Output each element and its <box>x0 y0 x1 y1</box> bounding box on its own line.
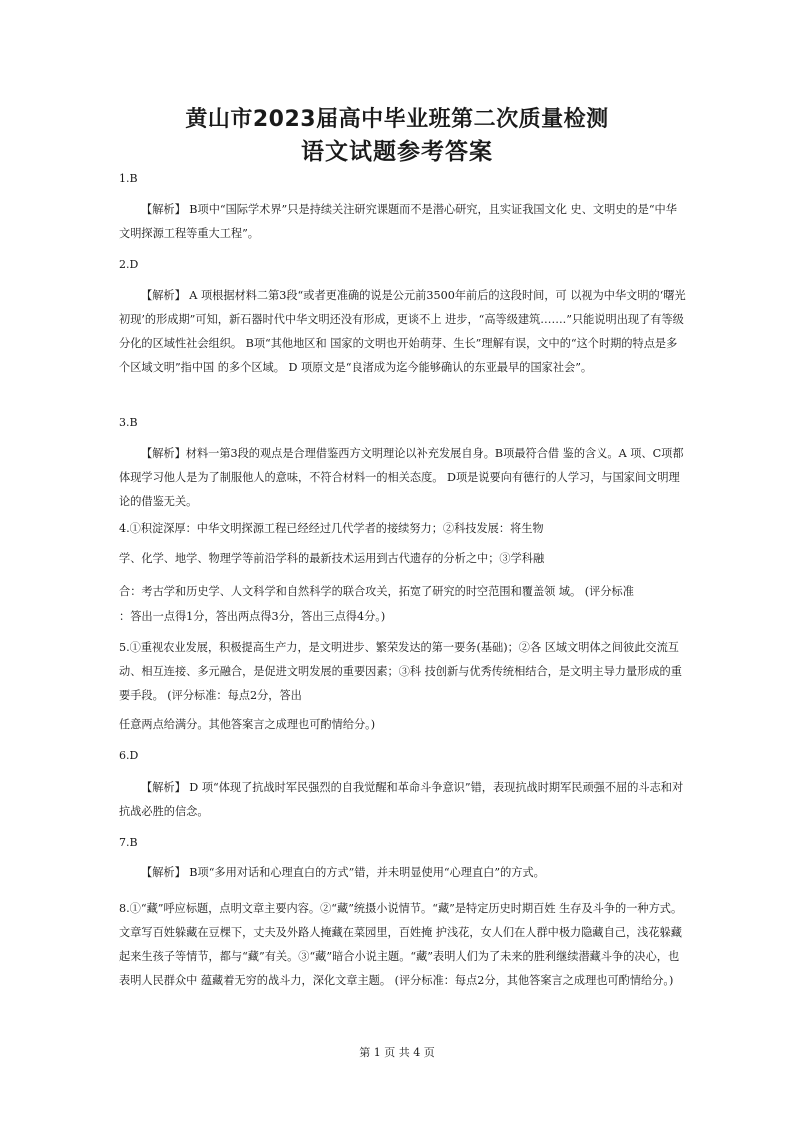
q5-answer: 5.①重视农业发展，积极提高生产力，是文明进步、繁荣发达的第一要务(基础)；②各 区域文明体之间彼此交流互动、相互连接、多元融合，是促进文明发展的重要因素；③科 技创新与优秀传统相结合，是文明主导力量形成的重要手段。 (评分标准：每点2分，答出 <box>119 641 682 702</box>
q3-number: 3.B <box>119 416 138 429</box>
q7-number: 7.B <box>119 836 138 849</box>
q2-number: 2.D <box>119 258 139 271</box>
q5-scoring-tail: 任意两点给满分。其他答案言之成理也可酌情给分。) <box>119 718 376 731</box>
q6-explanation: 【解析】 D 项“体现了抗战时军民强烈的自我觉醒和革命斗争意识”错，表现抗战时期军民顽强不屈的斗志和对抗战必胜的信念。 <box>119 781 684 818</box>
q4-line-2: 学、化学、地学、物理学等前沿学科的最新技术运用到古代遗存的分析之中；③学科融 <box>119 552 545 565</box>
q4-line-3: 合：考古学和历史学、人文科学和自然科学的联合攻关，拓宽了研究的时空范围和覆盖领 域。 (评分标准 <box>119 585 634 598</box>
q1-explanation: 【解析】 B项中“国际学术界”只是持续关注研究课题而不是潜心研究，且实证我国文化 史、文明史的是“中华文明探源工程等重大工程”。 <box>119 203 677 240</box>
q8-answer: 8.①“藏”呼应标题，点明文章主要内容。②“藏”统摄小说情节。“藏”是特定历史时期百姓 生存及斗争的一种方式。文章写百姓躲藏在豆棵下，丈夫及外路人掩藏在菜园里，百姓掩 护浅花，女人们在人群中极力隐藏自己，浅花躲藏起来生孩子等情节，都与“藏”有关。③“藏”暗合小说主题。“藏”表明人们为了未来的胜利继续潜藏斗争的决心，也表明人民群众中 蕴藏着无穷的战斗力，深化文章主题。 (评分标准：每点2分，其他答案言之成理也可酌情给分。) <box>119 902 683 987</box>
q7-explanation: 【解析】 B项“多用对话和心理直白的方式”错，并未明显使用“心理直白”的方式。 <box>141 866 545 879</box>
q4-line-1: 4.①积淀深厚：中华文明探源工程已经经过几代学者的接续努力；②科技发展：将生物 <box>119 522 544 535</box>
q6-number: 6.D <box>119 749 139 762</box>
q2-explanation: 【解析】 A 项根据材料二第3段“或者更准确的说是公元前3500年前后的这段时间，可 以视为中华文明的‘曙光初现’的形成期”可知，新石器时代中华文明还没有形成，更谈不上 进步，“高等级建筑…….”只能说明出现了有等级分化的区域性社会组织。 B项“其他地区和 国家的文明也开始萌芽、生长”理解有误，文中的“这个时期的特点是多个区域文明”指中国 的多个区域。 D 项原文是“良渚成为迄今能够确认的东亚最早的国家社会”。 <box>119 289 686 374</box>
q4-line-4: ：答出一点得1分，答出两点得3分，答出三点得4分。) <box>119 610 386 623</box>
page-footer: 第 1 页 共 4 页 <box>359 1046 435 1059</box>
document-title: 黄山市2023届高中毕业班第二次质量检测 <box>185 107 609 132</box>
q1-number: 1.B <box>119 172 138 185</box>
q3-explanation: 【解析】材料一第3段的观点是合理借鉴西方文明理论以补充发展自身。B项最符合借 鉴的含义。A 项、C项都体现学习他人是为了制服他人的意味，不符合材料一的相关态度。 D项是说要向有德行的人学习，与国家间文明理论的借鉴无关。 <box>119 447 684 508</box>
document-subtitle: 语文试题参考答案 <box>301 139 493 165</box>
